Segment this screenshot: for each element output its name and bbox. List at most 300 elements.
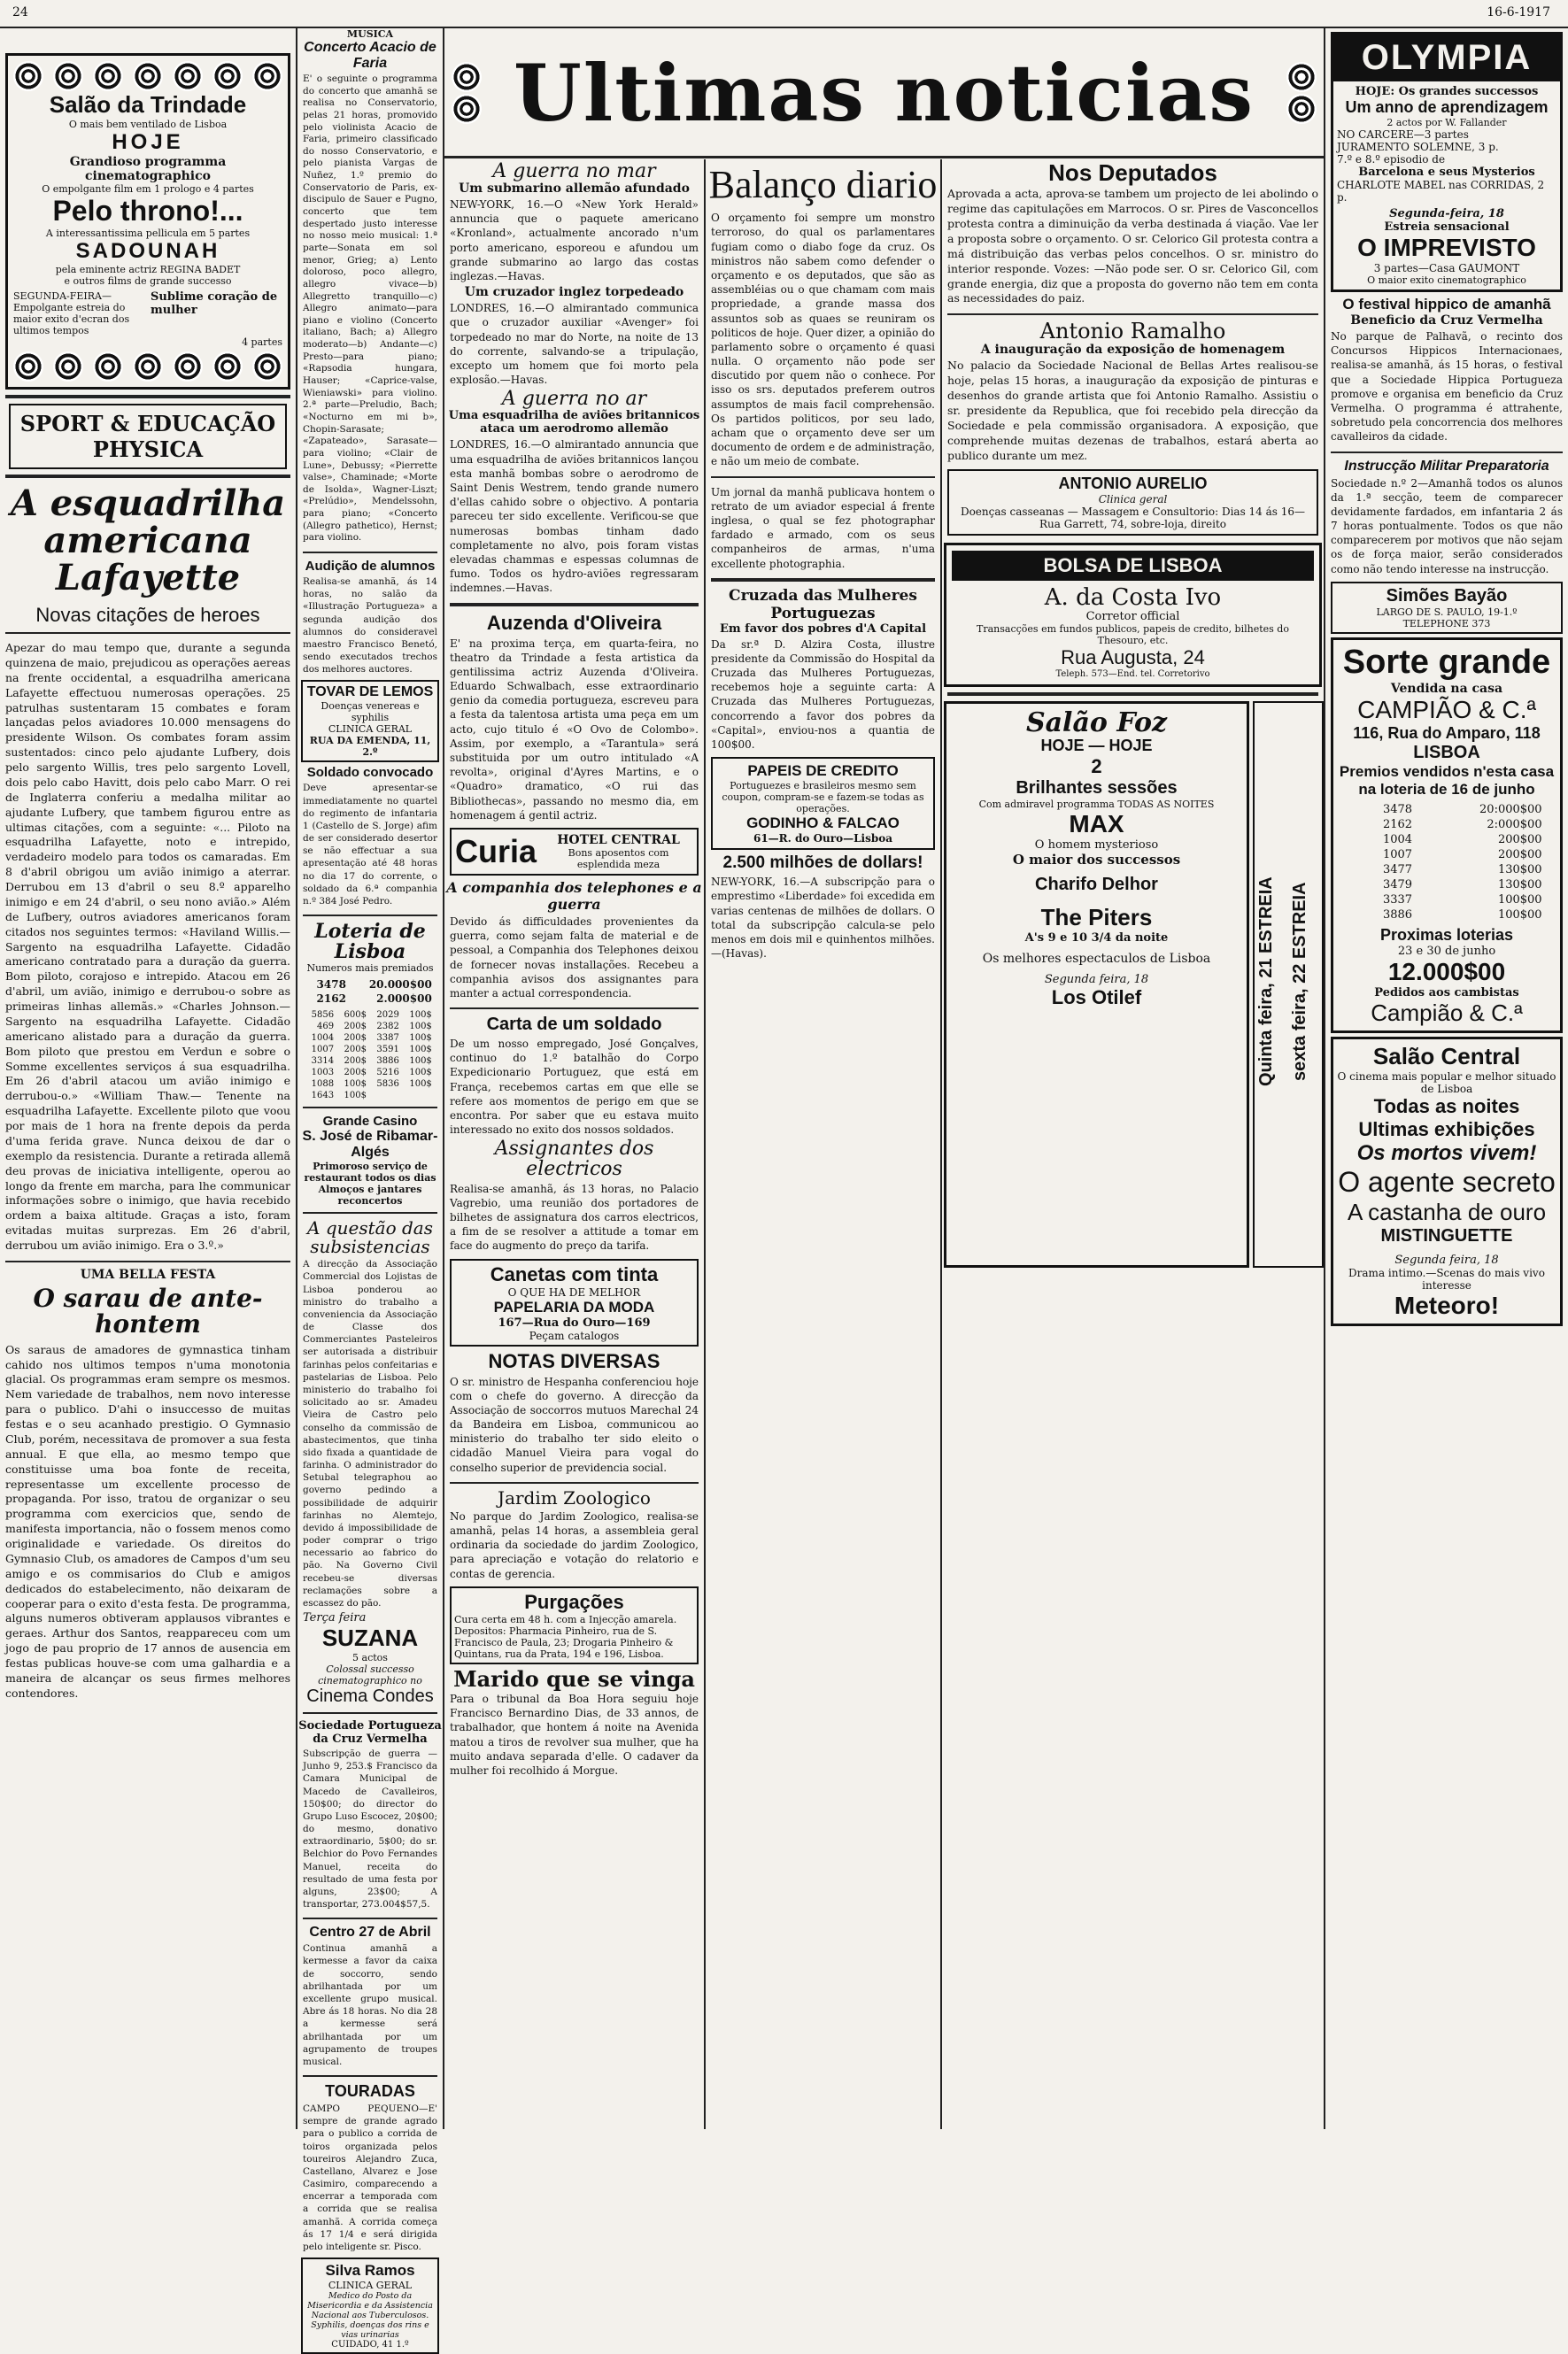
ad-salao-central <box>1331 1037 1563 1326</box>
headline-assignantes: Assignantes dos electricos <box>494 1138 654 1181</box>
ad-text: HOJE: Os grandes successos <box>1355 85 1539 98</box>
table-cell: 200$ <box>344 1033 367 1044</box>
spiral-ornament-icon <box>452 94 482 124</box>
table-cell <box>403 1090 436 1101</box>
headline-milhoes: 2.500 milhões de dollars! <box>722 853 923 873</box>
ad-text: Clinica geral <box>1098 492 1168 506</box>
ad-text: GODINHO & FALCAO <box>746 814 900 832</box>
casino-text: Primoroso serviço de restaurant todos os dias Almoços e jantares reconcertos <box>304 1161 436 1208</box>
headline-marido: Marido que se vinga <box>453 1665 695 1692</box>
headline-hippico: O festival hippico de amanhã <box>1342 296 1551 313</box>
table-row <box>1348 832 1545 847</box>
table-cell: 3387 <box>376 1033 399 1044</box>
ad-title: Salão da Trindade <box>49 91 247 118</box>
article-avioes: LONDRES, 16.—O almirantado annuncia que uma esquadrilha de aviões britannicos lançou esta manhã bombas sobre o aerodromo de Saint Denis Westrem, tendo grande numero d'ellas cahido sobre o objectivo. A pontaria pareceu ter sido excellente. Verificou-se que numerosas bombas tinham dado completamente no alvo, pois foram vistas elevadas chammas e espessas columnas de fumo. Todos os hydro-aviões regressaram indemnes.—Havas. <box>450 438 699 595</box>
headline-deputados: Nos Deputados <box>1048 159 1217 186</box>
divider <box>1331 452 1563 453</box>
ad-text: Premios vendidos n'esta casa na loteria de 16 de junho <box>1339 762 1555 798</box>
lottery-table <box>305 1009 436 1101</box>
table-cell: 3591 <box>376 1045 399 1055</box>
ad-text: Corretor official <box>1085 609 1180 623</box>
article-cruzada: Da sr.ª D. Alzira Costa, illustre presidente da Commissão do Hospital da Cruzada das Mulheres Portuguezas, recebemos hoje a seguinte carta: A Cruzada das Mulheres Portuguezas, concorrendo a favor dos pobres da «Capital», enviou-nos a quantia de 100$00. <box>711 637 935 751</box>
ad-text: Charifo Delhor <box>1035 875 1158 895</box>
spiral-ornament-icon <box>133 351 163 382</box>
ad-text: MAX <box>1069 810 1124 838</box>
ad-text: Los Otilef <box>1051 986 1142 1009</box>
table-cell: 1004 <box>1382 832 1413 846</box>
table-cell: 3314 <box>311 1056 335 1067</box>
prize-table <box>1348 802 1545 922</box>
ad-text: Transacções em fundos publicos, papeis de credito, bilhetes do Thesouro, etc. <box>977 622 1289 646</box>
article-concerto: E' o seguinte o programma do concerto que amanhã se realisa no Conservatorio, pelas 21 horas, promovido pelo violinista Acacio de Faria, primeiro classificado do nosso Conservatorio, e pelo pianista Vargas de Nuñez, 1.º premio do Conservatorio de Paris, ex-discipulo de Sauer e Pugno, concerto que tem despertado justo interesse no nosso meio musical: 1.ª parte—Sonata em sol menor, Grieg; a) Lento doloroso, poco allegro, allegro vivace—b) Allegretto tranquillo—c) Allegro animato—para piano e violino (Concerto italiano, Bach; a) Allegro moderato—b) Andante—c) Presto—para piano; «Rapsodia hungara, Hauser; «Caprice-valse, Wieniawski» para violino. 2.ª parte—Preludio, Bach; «Nocturno em mi b», Chopin-Sarasate; «Zapateado», Sarasate—para violino; «Clair de Lune», Debussy; «Pierrette valse», Chaminade; «Morte de Isolda», Wagner-Liszt; «Prelúdio», Mendelssohn, para piano; «Concerto (Allegro pathetico), Hernst; para violino. <box>303 73 437 544</box>
article-marido: Para o tribunal da Boa Hora seguiu hoje Francisco Bernardino Dias, de 33 annos, de trabalhador, que hontem á noite na Avenida matou a tiros de revolver sua mulher, que ha muito andava separada d'elle. O cadaver da mulher foi recolhido á Morgue. <box>450 1692 699 1777</box>
spiral-ornament-icon <box>212 351 243 382</box>
ad-suzana: SUZANA <box>321 1625 419 1652</box>
spiral-ornament-icon <box>53 61 83 91</box>
table-row <box>1348 802 1545 817</box>
ad-subtitle: O mais bem ventilado de Lisboa <box>68 119 228 130</box>
ad-text: Segunda feira, 18 <box>1394 1253 1499 1267</box>
headline-touradas: TOURADAS <box>325 2082 415 2101</box>
column-5 <box>942 161 1324 2126</box>
subheadline: Um submarino allemão afundado <box>459 181 690 197</box>
table-cell <box>370 1090 403 1101</box>
ad-text: Segunda-feira, 18 <box>1389 207 1504 220</box>
ad-title: TOVAR DE LEMOS <box>306 684 434 700</box>
header-rule <box>444 156 1324 158</box>
ad-text: LISBOA <box>1413 742 1480 762</box>
ad-tovar <box>301 680 439 762</box>
table-row <box>1348 877 1545 892</box>
article-carta: De um nosso empregado, José Gonçalves, continuo do 1.º batalhão do Corpo Expedicionario Portuguez, que está em França, recebemos cartas em que elle se refere aos momentos de perigo em que se encontra. Por saber que eu estava muito interessado no exito dos nossos soldados. <box>450 1038 699 1137</box>
headline-centro: Centro 27 de Abril <box>309 1925 431 1941</box>
column-6 <box>1325 28 1568 2126</box>
divider <box>5 632 290 634</box>
ad-bolsa-lisboa <box>944 543 1322 687</box>
divider <box>303 552 437 553</box>
ad-text: A. da Costa Ivo <box>1044 583 1222 611</box>
vertical-text: Quinta feira, 21 ESTREIA <box>1256 876 1276 1087</box>
table-cell: 5216 <box>376 1068 399 1078</box>
spiral-ornament-icon <box>53 351 83 382</box>
table-cell: 2029 <box>376 1010 399 1021</box>
casino-name: S. José de Ribamar-Algés <box>302 1129 438 1161</box>
table-cell: 1003 <box>311 1068 335 1078</box>
ad-text: 4 partes <box>242 336 282 348</box>
ad-text: pela eminente actriz REGINA BADET <box>55 264 241 275</box>
headline-lafayette: A esquadrilha americana Lafayette <box>10 482 286 598</box>
headline-jardim: Jardim Zoologico <box>498 1486 651 1509</box>
ad-text: Vendida na casa <box>1390 681 1503 696</box>
spiral-ornament-icon <box>212 61 243 91</box>
casino-title: Grande Casino <box>322 1114 418 1130</box>
table-cell: 3337 <box>1382 892 1413 907</box>
ad-text: Campião & C.ª <box>1371 999 1523 1026</box>
table-cell: 600$ <box>344 1010 367 1021</box>
ad-text: SEGUNDA-FEIRA—Empolgante estreia do maior exito d'ecran dos ultimos tempos <box>13 290 130 336</box>
headline-notas: NOTAS DIVERSAS <box>488 1349 660 1372</box>
table-cell: 100$ <box>344 1091 367 1101</box>
article-milhoes: NEW-YORK, 16.—A subscripção para o emprestimo «Liberdade» foi excedida em varias centenas de milhões de dollars. O total da subscripção calcula-se pelo menos em dois mil e quinhentos milhões.—(Havas). <box>711 876 935 961</box>
table-cell: 3479 <box>1382 877 1413 891</box>
divider <box>947 313 1318 315</box>
table-cell: 100$ <box>409 1045 432 1055</box>
divider <box>303 1712 437 1714</box>
table-cell: 5856 <box>311 1010 335 1021</box>
table-cell: 1007 <box>1382 847 1413 861</box>
ad-text: Medico do Posto da Misericordia e da Assistencia Nacional aos Tuberculosos. Syphilis, doenças dos rins e vias urinarias <box>307 2291 433 2341</box>
divider <box>303 915 437 916</box>
table-cell: 2:000$00 <box>1487 817 1542 831</box>
ad-title: Salão Foz <box>1025 706 1168 738</box>
ad-title: Sorte grande <box>1342 643 1551 681</box>
section-header-ultimas <box>444 27 1324 159</box>
spiral-ornament-icon <box>252 351 282 382</box>
ad-simoes <box>1331 582 1563 634</box>
article-instrucao: Sociedade n.º 2—Amanhã todos os alunos da 1.ª secção, teem de comparecer devidamente fardados, em infantaria 2 ás 7 horas pontualmente. Todos os que não comparecerem por motivos que não sejam os de força maior, serão considerados como não tendo interesse na instrucção. <box>1331 476 1563 575</box>
ad-text: Portuguezes e brasileiros mesmo sem coupon, compram-se e fazem-se todas as operações. <box>722 780 924 815</box>
table-cell: 100$ <box>409 1010 432 1021</box>
table-row <box>1348 907 1545 922</box>
spiral-ornament-icon <box>173 61 203 91</box>
ad-text: O maior dos successos <box>1012 852 1181 868</box>
article-touradas: CAMPO PEQUENO—E' sempre de grande agrado para o publico a corrida de toiros organizada pelos toureiros Alejandro Zuca, Castellano, Alvarez e Jose Casimiro, comparecendo a encerrar a temporada com a corrida que se realisa amanhã. A corrida começa ás 17 1/4 e será dirigida pelo inteligente sr. Pisco. <box>303 2103 437 2252</box>
ad-salao-foz <box>944 701 1249 1268</box>
spiral-ornament-icon <box>452 62 482 92</box>
ad-day: Terça feira <box>303 1611 367 1625</box>
section-title-sport: SPORT & EDUCAÇÃO PHYSICA <box>9 404 287 469</box>
spiral-ornament-icon <box>252 61 282 91</box>
table-cell: 20.000$00 <box>368 978 432 992</box>
divider <box>450 1007 699 1009</box>
vertical-banner <box>1253 701 1324 1268</box>
ad-title: ANTONIO AURELIO <box>1058 474 1208 492</box>
table-cell: 100$ <box>409 1079 432 1090</box>
divider <box>5 475 290 478</box>
article-assignantes: Realisa-se amanhã, ás 13 horas, no Palacio Vagrebio, uma reunião dos portadores de bilhetes de assignatura dos carros electricos, a fim de se resolver a attitude a tomar em face do augmento do preço da tarifa. <box>450 1182 699 1253</box>
ad-text: 61—R. do Ouro—Lisboa <box>753 832 893 845</box>
table-cell: 2.000$00 <box>376 992 432 1006</box>
ad-canetas <box>450 1259 699 1347</box>
article-notas: O sr. ministro de Hespanha conferenciou hoje com o chefe do governo. A direcção da Associação de soccorros mutuos Marechal 24 da Bandeira em Lisboa, communicou ao ministerio do trabalho ter sido eleito o cidadão Manuel Vieira para vogal do conselho superior de previdencia social. <box>450 1375 699 1474</box>
table-cell: 130$00 <box>1497 862 1542 876</box>
ad-hoje: HOJE <box>112 130 184 154</box>
ad-title: PAPEIS DE CREDITO <box>747 762 899 780</box>
spiral-ornament-icon <box>1286 94 1317 124</box>
page-date-right: 16-6-1917 <box>1487 5 1550 19</box>
ad-text: O maior exito cinematographico <box>1367 274 1526 286</box>
table-cell: 100$00 <box>1497 907 1542 922</box>
subheadline: Um cruzador inglez torpedeado <box>464 285 684 300</box>
divider <box>711 578 935 582</box>
ad-text: CLINICA GERAL <box>328 723 413 736</box>
ad-text: CLINICA GERAL <box>328 2280 413 2292</box>
table-row <box>305 992 436 1006</box>
headline-cruzada: Cruzada das Mulheres Portuguezas <box>729 586 917 622</box>
ad-text: O empolgante film em 1 prologo e 4 partes <box>42 183 254 195</box>
lottery-subtitle: Numeros mais premiados <box>306 962 434 975</box>
ad-text: Barcelona e seus Mysterios <box>1358 166 1535 179</box>
table-cell: 130$00 <box>1497 877 1542 891</box>
ad-text: 167—Rua do Ouro—169 <box>498 1316 651 1330</box>
article-cruzador: LONDRES, 16.—O almirantado communica que o cruzador auxiliar «Avenger» foi torpedeado no mar do Norte, na noite de 13 do corrente, salvando-se a tripulação, excepto um homem que foi morto pela explosão.—Havas. <box>450 302 699 387</box>
table-cell: 100$ <box>344 1079 367 1090</box>
headline-carta: Carta de um soldado <box>486 1015 662 1035</box>
ad-text: RUA DA EMENDA, 11, 2.º <box>309 735 431 759</box>
table-row <box>1348 847 1545 862</box>
ad-text: O IMPREVISTO <box>1357 234 1536 261</box>
table-cell: 100$ <box>409 1056 432 1067</box>
ad-text: Brilhantes sessões <box>1016 778 1178 799</box>
ad-text: A's 9 e 10 3/4 da noite <box>1024 931 1169 945</box>
article-balanco: O orçamento foi sempre um monstro terroroso, do qual os parlamentares fugiam como o diabo foge da cruz. Os ministros não sabem como defender o orçamento e os deputados, que são as assembléias ou o que chamam com mais propriedade, a grande massa dos assuntos sob as quaes se reuniram os politicos de hoje. Quer dizer, a opinião do parlamento sobre o orçamento é quasi nulla. O orçamento não pode ser discutido por quem não o conhece. Por isso os srs. deputados preferem outros assumptos de mais facil comprehensão. Os partidos politicos, por seu lado, acham que o orçamento deve ser um documento de ordem e de administração, e não um meio de combate. <box>711 212 935 468</box>
article-ramalho: No palacio da Sociedade Nacional de Bellas Artes realisou-se hoje, pelas 15 horas, a inauguração da exposição de pinturas e desenhos do grande artista que foi Antonio Ramalho. Assistiu o sr. presidente da Republica, que foi recebido pela direcção da Sociedade e pela commissão organisadora. A exposição, que comprehende muitas dezenas de trabalhos, estará aberta ao publico durante um mez. <box>947 359 1318 462</box>
headline-cruz-vermelha: Sociedade Portugueza da Cruz Vermelha <box>298 1719 442 1747</box>
divider <box>303 1918 437 1919</box>
table-row <box>305 1021 436 1032</box>
subheadline: A inauguração da exposição de homenagem <box>980 343 1286 358</box>
table-cell: 2162 <box>316 992 346 1006</box>
table-cell: 1643 <box>311 1091 335 1101</box>
ad-text: 7.º e 8.º episodio de <box>1337 153 1446 166</box>
headline-ramalho: Antonio Ramalho <box>1039 319 1226 344</box>
ad-cinema-condes: Cinema Condes <box>306 1686 434 1707</box>
ad-text: Teleph. 573—End. tel. Corretorivo <box>1055 668 1210 679</box>
ad-text: PAPELARIA DA MODA <box>493 1298 655 1316</box>
table-row <box>305 1055 436 1067</box>
ad-text: LARGO DE S. PAULO, 19-1.º <box>1376 606 1518 618</box>
article-soldado: Deve apresentar-se immediatamente no quartel do regimento de infantaria 1 (Castello de S. Jorge) afim de ser considerado desertor se não effectuar a sua apresentação até 48 horas no dia 17 do corrente, o soldado da 6.ª companhia n.º 384 José Pedro. <box>303 783 437 907</box>
page-number-left: 24 <box>12 5 28 19</box>
table-cell: 200$ <box>344 1045 367 1055</box>
ad-text: Meteoro! <box>1394 1291 1500 1319</box>
section-title: Ultimas noticias <box>514 47 1255 139</box>
table-cell: 469 <box>317 1022 335 1032</box>
ad-text: Bons aposentos com esplendida meza <box>568 846 669 870</box>
ad-programme: Grandioso programma cinematographico <box>69 155 227 183</box>
ad-text: CUIDADO, 41 1.º <box>331 2340 409 2350</box>
table-row <box>1348 892 1545 907</box>
headline-subsistencias: A questão das subsistencias <box>307 1217 433 1258</box>
table-cell: 100$00 <box>1497 892 1542 907</box>
table-row <box>305 1090 436 1101</box>
ad-title: BOLSA DE LISBOA <box>952 551 1314 581</box>
article-centro: Continua amanhã a kermesse a favor da caixa de soccorro, sendo abrilhantada por um excellente grupo musical. Abre ás 18 horas. No dia 28 a kermesse será abrilhantada por um agrupamento de troupes musical. <box>303 1943 437 2067</box>
table-cell: 100$ <box>409 1068 432 1078</box>
ad-text: Cura certa em 48 h. com a Injecção amarela. Depositos: Pharmacia Pinheiro, rua de S. Francisco de Paula, 23; Drogaria Pinheiro & Quintans, rua da Prata, 194 e 196, Lisboa. <box>454 1613 677 1660</box>
article-jardim: No parque do Jardim Zoologico, realisa-se amanhã, pelas 14 horas, a assembleia geral ordinaria da sociedade do jardim Zoologico, para apreciação e votação do relatorio e contas de gerencia. <box>450 1509 699 1580</box>
headline-concerto: Concerto Acacio de Faria <box>304 40 436 71</box>
spiral-ornament-icon <box>13 351 43 382</box>
headline-balanco: Balanço diario <box>708 163 938 206</box>
ad-title: Salão Central <box>1372 1042 1521 1069</box>
ad-text: Colossal successo cinematographico no <box>318 1663 422 1687</box>
table-row <box>305 1067 436 1078</box>
table-row <box>305 1009 436 1021</box>
headline-sarau: O sarau de ante-hontem <box>33 1283 263 1339</box>
table-cell: 3478 <box>1382 802 1413 816</box>
divider <box>947 692 1318 696</box>
divider <box>5 1261 290 1262</box>
ad-text: O QUE HA DE MELHOR <box>507 1285 641 1299</box>
table-cell: 1004 <box>311 1033 335 1044</box>
headline-loteria: Loteria de Lisboa <box>314 920 426 964</box>
article-auzenda: E' na proxima terça, em quarta-feira, no theatro da Trindade a festa artistica da gentilissima actriz Auzenda d'Oliveira. Eduardo Schwalbach, esse extraordinario genio da comedia portugueza, escreveu para a festa da talentosa artista uma peça em um acto, cujo titulo é «O Ovo de Colombo». Assim, por exemplo, a «Tarantula» será substituida por um outro intitulado «A revolta», original d'Ayres Martins, e o «Quadro» dramatico, «O rui das Bibliothecas», passando no mesmo dia, em homenagem á gentil actriz. <box>450 637 699 822</box>
divider <box>450 1482 699 1484</box>
table-row <box>1348 862 1545 877</box>
article-hippico: No parque de Palhavã, o recinto dos Concursos Hippicos Internacionaes, realisa-se amanhã, ás 15 horas, o festival que a Sociedade Hippica Portugueza promove e organisa em beneficio da Cruz Vermelha. O programma é attrahente, sobretudo pela concorrencia dos melhores cavalleiros da cidade. <box>1331 330 1563 444</box>
ad-text: Um anno de aprendizagem <box>1345 98 1549 116</box>
ad-title: Purgações <box>524 1590 624 1613</box>
ad-text: Ultimas exhibições <box>1358 1117 1535 1140</box>
table-cell: 3886 <box>1382 907 1413 922</box>
ad-title: Curia <box>455 832 537 869</box>
table-cell: 2162 <box>1382 817 1413 831</box>
ad-text: 5 actos <box>352 1652 388 1664</box>
article-subsistencias: A direcção da Associação Commercial dos Lojistas de Lisboa ponderou ao ministro do trabalho a conveniencia da Associação de Classe dos Commerciantes Pasteleiros ser autorisada a distribuir farinhas pelos confeitarias e pastelarias de Lisboa. Pelo ministerio do trabalho foi solicitado ao sr. Amadeu Vieira de Castro pelo conselho da commissão de abastecimentos, que tinha sido fixada a quantidade de farinha. O administrador do Setubal telegraphou ao governo pedindo a possibilidade de adquirir farinhas no Alemtejo, devido á impossibilidade de poder comprar o trigo necessario ao fabrico do pão. Na Governo Civil recebeu-se diversas reclamações sobre a escassez do pão. <box>303 1259 437 1609</box>
subheadline: Uma esquadrilha de aviões britannicos ataca um aerodromo allemão <box>448 409 700 436</box>
column-4 <box>706 161 940 2126</box>
headline-guerra-ar: A guerra no ar <box>501 388 647 411</box>
table-cell: 1088 <box>311 1079 335 1090</box>
kicker-bella-festa: UMA BELLA FESTA <box>80 1267 216 1282</box>
article-deputados: Aprovada a acta, aprova-se tambem um projecto de lei abolindo o regime das capitulações em Marrocos. O sr. Pires de Vasconcellos protesta contra a diminuição da verba destinada á viação. Vae ler a proposta sobre o orçamento. O sr. Celorico Gil protesta contra a má distribuição das verbas pelos concelhos. O sr. ministro do interior responde. Vozes: —Não pode ser. O sr. Celorico Gil, com grande energia, diz que a proposta do governo não tem em conta as necessidades do paiz. <box>947 187 1318 305</box>
lottery-top-table <box>305 977 436 1006</box>
ad-text: 116, Rua do Amparo, 118 <box>1353 723 1541 742</box>
divider <box>450 603 699 606</box>
table-cell: 1007 <box>311 1045 335 1055</box>
ad-papeis-credito <box>711 757 935 850</box>
ad-text: 2 <box>1091 755 1102 778</box>
ad-text: 3 partes—Casa GAUMONT <box>1373 262 1520 274</box>
spiral-ornament-icon <box>133 61 163 91</box>
ad-text: Os melhores espectaculos de Lisboa <box>982 952 1211 967</box>
ad-film-title: Pelo throno!... <box>52 195 243 227</box>
article-audicao: Realisa-se amanhã, ás 14 horas, no salão da «Illustração Portugueza» a segunda audição dos alumnos do consideravel maestro Francisco Benetó, sendo executados trechos dos melhores auctores. <box>303 575 437 675</box>
headline-audicao: Audição de alumnos <box>305 558 436 574</box>
spiral-ornament-icon <box>173 351 203 382</box>
ad-text: O cinema mais popular e melhor situado de Lisboa <box>1337 1069 1556 1095</box>
headline-instrucao: Instrucção Militar Preparatoria <box>1344 458 1549 474</box>
headline-auzenda: Auzenda d'Oliveira <box>486 611 662 634</box>
ad-title: Simões Bayão <box>1386 585 1508 606</box>
headline-telephones: A companhia dos telephones e a guerra <box>446 878 702 913</box>
table-cell: 5836 <box>376 1079 399 1090</box>
ad-text: 12.000$00 <box>1387 957 1506 985</box>
ad-text: Todas as noites <box>1373 1094 1520 1117</box>
article-sarau: Os saraus de amadores de gymnastica tinham cahido nos ultimos tempos n'uma monotonia glacial. Os programmas eram sempre os mesmos. Nem variedade de trabalhos, nem novo interesse para o publico. D'ahi o insuccesso de muitas festas e o seu acanhado prestigio. O Gymnasio Club, porém, necessitava de promover a sua festa annual. E que ella, ao mesmo tempo que constituisse uma boa fonte de receita, representasse um excellente processo de propaganda. Por isso, tratou de organizar o seu programma com exercicios que, sendo de manifesta importancia, não o fossem menos como originalidade e variedade. Os direitos do Gymnasio Club, os amadores de Campos d'um seu amigo e os commisarios do Club e amigos dedicados do estabelecimento, não deixaram de cooperar para o exito d'esta festa. De programma, alguns numeros obtiveram applausos vibrantes e geraes. Arthur dos Santos, reappareceu com um jogo de pau proprio de 17 annos de ausencia em festas publicas houve-se com uma galhardia e a maneira de alcançar os seus firmes melhores contendores. <box>5 1342 290 1700</box>
table-cell: 3886 <box>376 1056 399 1067</box>
ad-text: 23 e 30 de junho <box>1397 944 1496 958</box>
table-cell: 2382 <box>376 1022 399 1032</box>
ad-text: Com admiravel programma TODAS AS NOITES <box>978 799 1215 811</box>
table-cell: 3477 <box>1382 862 1413 876</box>
table-row <box>305 1032 436 1044</box>
vertical-text: sexta feira, 22 ESTREIA <box>1290 882 1309 1082</box>
ad-text: Estreia sensacional <box>1384 220 1510 234</box>
ad-aurelio <box>947 469 1318 536</box>
ad-text: HOJE — HOJE <box>1040 737 1153 755</box>
ad-text: Segunda feira, 18 <box>1044 973 1149 987</box>
ad-text: Sublime coração de mulher <box>151 290 278 317</box>
spiral-ornament-icon <box>1286 62 1317 92</box>
ad-purgacoes <box>450 1586 699 1664</box>
ad-silva-ramos <box>301 2258 439 2354</box>
ad-text: Peçam catalogos <box>529 1329 620 1342</box>
subheadline-heroes: Novas citações de heroes <box>35 604 260 626</box>
ad-text: Pedidos aos cambistas <box>1374 985 1519 999</box>
ad-text: CAMPIÃO & C.ª <box>1357 695 1536 723</box>
spiral-ornament-icon <box>93 61 123 91</box>
ad-text: A castanha de ouro <box>1347 1198 1547 1225</box>
table-cell: 100$ <box>409 1033 432 1044</box>
column-1 <box>0 53 296 2134</box>
ad-text: Doenças venereas e syphilis <box>321 700 420 724</box>
column-3 <box>444 161 704 2126</box>
ad-text: CHARLOTE MABEL nas CORRIDAS, 2 p. <box>1337 179 1545 204</box>
ad-text: A interessantissima pellicula em 5 partes <box>45 228 251 239</box>
table-row <box>305 977 436 992</box>
ad-curia <box>450 828 699 876</box>
table-cell: 100$ <box>409 1022 432 1032</box>
divider <box>711 476 935 478</box>
ad-text: The Piters <box>1040 904 1153 931</box>
ad-text: TELEPHONE 373 <box>1402 617 1491 629</box>
ad-text: MISTINGUETTE <box>1380 1225 1513 1246</box>
ad-text: Drama intimo.—Scenas do mais vivo interesse <box>1348 1266 1545 1292</box>
divider <box>303 2075 437 2077</box>
article-aviador: Um jornal da manhã publicava hontem o retrato de um aviador especial á frente inglesa, o qual se fez photographar fardado e armado, com os seus companheiros de armas, n'uma excellente photographia. <box>711 485 935 570</box>
ad-olympia <box>1331 32 1563 292</box>
ad-text: 2 actos por W. Fallander <box>1386 117 1507 128</box>
article-lafayette: Apezar do mau tempo que, durante a segunda quinzena de maio, prejudicou as operações aereas na frente occidental, a esquadrilha americana Lafayette effectuou numerosas operações. 25 patrulhas sustentaram 15 combates e foram lançadas pelos aviadores 10.000 mensagens do presidente Wilson. Os combates foram assim sustentados: cinco pelo ajudante Lufbery, dois pelo sargento Willis, tres pelo sargento Lovell, dois pelo cabo Havitt, dois pelo cabo Marr. O rei de Inglaterra conferiu a medalha militar ao ajudante Lufbery, que tambem figurou entre as ultimas citações, com a seguinte: «... Piloto na esquadrilha Lafayette, noto e intrepido, verdadeiro modelo para todos os camaradas. Em 8 d'abril obrigou um avião inimigo a aterrar. Derrubou em 13 d'abril o seu 8.º apparelho inimigo e em 24 d'abril, o seu nono avião.» Além de Lufbery, outros aviadores americanos foram citados nos seguintes termos: «Haviland Willis.— Sargento na esquadrilha Lafayette. Cidadão americano contratado para a duração da guerra. Bom piloto, corajoso e intrepido. Atacou em 26 d'abril, um avião, inimigo e derrubou-o sobre as primeiras linhas allemãs.» «Charles Johnson.— Sargento na esquadrilha Lafayette. Cidadão americano alistado para a duração da guerra. Bom piloto que prestou em Verdun e sobre o Somme excellentes serviços á sua esquadrilha. Em 26 d'abril atacou um avião inimigo e derrubou-o.» «William Thaw.— Tenente na esquadrilha Lafayette. Excellente piloto que voou por mais de 1 hora na frente depois da perda d'uma ferida grave. Nunca deixou de dar o exemplo da resistencia. Durante a retirada allemã deu provas de iniciativa intelligente, operou ao longo da frente em marcha, para lhe communicar informações sobre o inimigo, que havia recebido ordem a baixa altitude. Graças a isto, foram evitadas muitas surprezas. Em 26 d'abril, derrubou um avião inimigo. Era o 3.º.» <box>5 641 290 1252</box>
headline-guerra-mar: A guerra no mar <box>492 160 656 182</box>
table-row <box>1348 817 1545 832</box>
table-cell: 200$ <box>344 1022 367 1032</box>
divider <box>303 1107 437 1108</box>
article-submarino: NEW-YORK, 16.—O «New York Herald» annuncia que o paquete americano «Kronland», actualmente ancorado n'um porto americano, esporeou e afundou um grande submarino ao largo das costas inglezas.—Havas. <box>450 198 699 283</box>
kicker-musica: MUSICA <box>346 28 394 40</box>
table-cell: 200$00 <box>1497 847 1542 861</box>
ad-salao-trindade <box>5 53 290 390</box>
table-row <box>305 1078 436 1090</box>
table-cell: 200$ <box>344 1056 367 1067</box>
ad-text: HOTEL CENTRAL <box>557 832 680 847</box>
ad-sorte-grande <box>1331 637 1563 1033</box>
spiral-ornament-icon <box>13 61 43 91</box>
ad-title: Silva Ramos <box>325 2262 415 2280</box>
ad-text: e outros films de grande successo <box>64 275 232 287</box>
ad-text: Doenças casseanas — Massagem e Consultorio: Dias 14 ás 16—Rua Garrett, 74, sobre-loja, direito <box>960 505 1306 530</box>
table-cell: 3478 <box>316 978 346 992</box>
spiral-ornament-icon <box>93 351 123 382</box>
ad-film-name: SADOUNAH <box>75 239 220 263</box>
headline-soldado: Soldado convocado <box>306 765 434 781</box>
article-telephones: Devido ás difficuldades provenientes da guerra, como sejam falta de material e de pessoal, a Companhia dos Telephones deixou de fornecer novas installações. Recebeu a companhia avisos dos assignantes para manter a actual correspondencia. <box>450 915 699 999</box>
ad-text: Rua Augusta, 24 <box>1061 645 1205 668</box>
table-cell: 200$ <box>344 1068 367 1078</box>
article-cruz-vermelha: Subscripção de guerra — Junho 9, 253.$ Francisco da Camara Municipal de Macedo de Cavalleiros, 150$00; do director do Grupo Luso Escocez, 20$00; do mesmo, donativo extraordinario, 5$00; do sr. Belchior do Povo Fernandes Manuel, receita do resultado de uma festa por alguns, 23$00; A transportar, 273.004$57,5. <box>303 1748 437 1910</box>
ad-text: Os mortos vivem! <box>1356 1140 1537 1165</box>
ad-text: O homem mysterioso <box>1034 838 1159 853</box>
ad-title: Canetas com tinta <box>490 1262 659 1285</box>
table-cell: 20:000$00 <box>1479 802 1542 816</box>
column-2 <box>297 28 443 2350</box>
subheadline: Beneficio da Cruz Vermelha <box>1350 313 1543 328</box>
ad-text: JURAMENTO SOLEMNE, 3 p. <box>1337 141 1499 153</box>
ad-text: NO CARCERE—3 partes <box>1337 128 1469 141</box>
ad-text: O agente secreto <box>1338 1165 1556 1198</box>
